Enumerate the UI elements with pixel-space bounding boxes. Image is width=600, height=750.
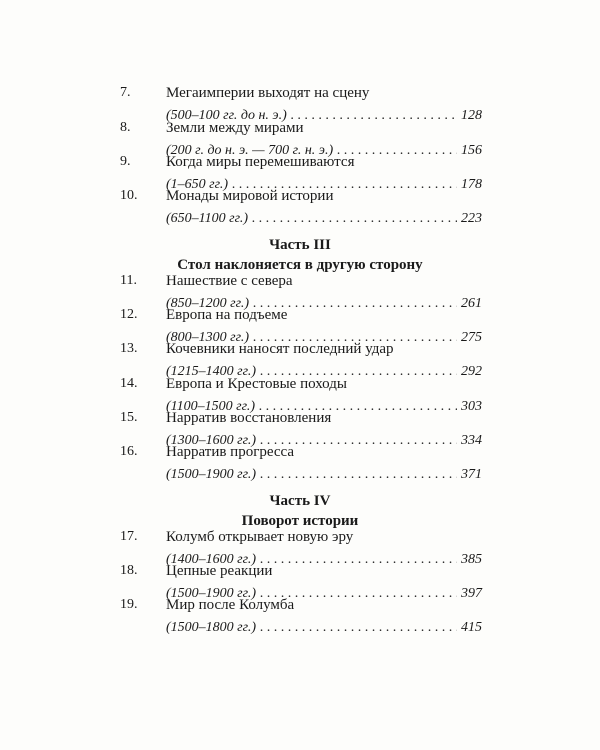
part-subtitle: Поворот истории [241, 513, 359, 529]
entry-page-number: 275 [461, 330, 482, 345]
part-label: Часть IV [269, 493, 331, 509]
entry-page-number: 128 [461, 108, 482, 123]
entry-number: 19. [120, 597, 138, 612]
entry-page-number: 156 [461, 143, 482, 158]
entry-dates: (800–1300 гг.) [166, 330, 250, 345]
entry-dates: (650–1100 гг.) [166, 211, 249, 226]
entry-page-number: 397 [461, 586, 482, 601]
entry-page-number: 178 [461, 177, 482, 192]
entry-number: 17. [120, 529, 138, 544]
entry-title: Земли между мирами [166, 120, 304, 136]
entry-page-number: 303 [461, 399, 482, 414]
entry-number: 8. [120, 120, 131, 135]
entry-page-number: 261 [461, 296, 482, 311]
part-subtitle: Стол наклоняется в другую сторону [177, 257, 423, 273]
entry-title: Когда миры перемешиваются [166, 154, 355, 170]
dot-leader [260, 550, 457, 570]
entry-dates: (1500–1900 гг.) [166, 467, 257, 482]
entry-number: 18. [120, 563, 138, 578]
entry-dates: (1500–1800 гг.) [166, 620, 257, 635]
entry-number: 15. [120, 410, 138, 425]
dot-leader [260, 465, 457, 485]
entry-page-number: 292 [461, 364, 482, 379]
part-label: Часть III [269, 237, 331, 253]
entry-number: 12. [120, 307, 138, 322]
entry-title: Нашествие с севера [166, 273, 293, 289]
entry-page-number: 385 [461, 552, 482, 567]
entry-dates: (200 г. до н. э. — 700 г. н. э.) [166, 143, 334, 158]
entry-dates: (1300–1600 гг.) [166, 433, 257, 448]
entry-page-number: 371 [461, 467, 482, 482]
entry-dates: (1500–1900 гг.) [166, 586, 257, 601]
entry-page-number: 415 [461, 620, 482, 635]
entry-title: Колумб открывает новую эру [166, 529, 354, 545]
dot-leader [252, 209, 457, 229]
entry-dates: (1215–1400 гг.) [166, 364, 257, 379]
entry-page-number: 223 [461, 211, 482, 226]
entry-title: Цепные реакции [166, 563, 273, 579]
entry-dates: (500–100 гг. до н. э.) [166, 108, 287, 123]
entry-number: 10. [120, 188, 138, 203]
dot-leader [337, 141, 457, 161]
entry-number: 14. [120, 376, 138, 391]
entry-dates: (1100–1500 гг.) [166, 399, 256, 414]
entry-title: Мир после Колумба [166, 597, 295, 613]
entry-dates: (1400–1600 гг.) [166, 552, 257, 567]
entry-dates: (1–650 гг.) [166, 177, 229, 192]
dot-leader [260, 618, 457, 638]
entry-number: 13. [120, 341, 138, 356]
entry-number: 11. [120, 273, 137, 288]
entry-title: Нарратив восстановления [166, 410, 332, 426]
entry-page-number: 334 [461, 433, 482, 448]
entry-title: Европа на подъеме [166, 307, 288, 323]
entry-number: 9. [120, 154, 131, 169]
entry-number: 16. [120, 444, 138, 459]
dot-leader [291, 106, 457, 126]
entry-title: Нарратив прогресса [166, 444, 295, 460]
entry-dates: (850–1200 гг.) [166, 296, 250, 311]
entry-title: Мегаимперии выходят на сцену [166, 85, 370, 101]
entry-number: 7. [120, 85, 131, 100]
entry-title: Монады мировой истории [166, 188, 334, 204]
entry-title: Европа и Крестовые походы [166, 376, 347, 392]
entry-title: Кочевники наносят последний удар [166, 341, 394, 357]
